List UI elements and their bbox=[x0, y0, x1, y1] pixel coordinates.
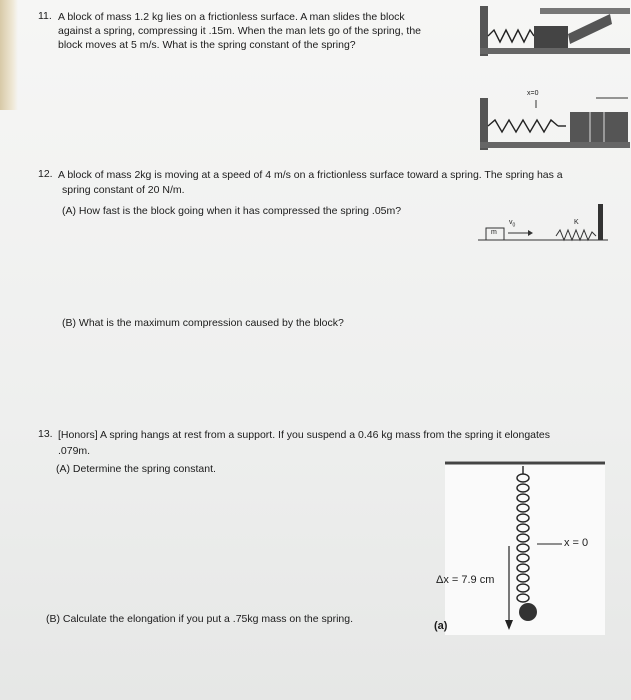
equilibrium-label: x = 0 bbox=[564, 537, 589, 549]
problem-12-line-1: A block of mass 2kg is moving at a speed of 4 m/s on a frictionless surface toward a spring. The spring has a bbox=[58, 169, 563, 181]
velocity-symbol: v bbox=[509, 219, 513, 226]
spring-compressed-figure bbox=[480, 6, 630, 56]
problem-11-number: 11. bbox=[38, 10, 52, 22]
block-spring-figure bbox=[478, 204, 608, 240]
problem-12-part-b: (B) What is the maximum compression caused by the block? bbox=[62, 317, 344, 329]
spring-released-figure bbox=[480, 98, 630, 150]
problem-11-line-1: A block of mass 1.2 kg lies on a frictionless surface. A man slides the block bbox=[58, 11, 405, 23]
problem-13-line-2: .079m. bbox=[58, 445, 91, 457]
velocity-subscript: 0 bbox=[512, 222, 516, 229]
panel-label: (a) bbox=[434, 620, 448, 632]
problem-12-part-a: (A) How fast is the block going when it has compressed the spring .05m? bbox=[62, 205, 402, 217]
problem-11-line-3: block moves at 5 m/s. What is the spring constant of the spring? bbox=[58, 39, 356, 51]
problem-13-line-1: [Honors] A spring hangs at rest from a support. If you suspend a 0.46 kg mass from the spring it elongates bbox=[58, 429, 551, 441]
problem-13-part-a: (A) Determine the spring constant. bbox=[56, 463, 216, 475]
problem-11-line-2: against a spring, compressing it .15m. When the man lets go of the spring, the bbox=[58, 25, 422, 37]
problem-13-part-b: (B) Calculate the elongation if you put a .75kg mass on the spring. bbox=[46, 613, 354, 625]
elongation-label: Δx = 7.9 cm bbox=[436, 574, 495, 586]
velocity-label bbox=[509, 219, 515, 228]
problem-13-number: 13. bbox=[38, 428, 53, 440]
block-label: m bbox=[491, 229, 497, 236]
problem-12-line-2: spring constant of 20 N/m. bbox=[62, 184, 185, 196]
spring-constant-label: K bbox=[574, 219, 579, 226]
x-zero-label: x=0 bbox=[527, 90, 539, 97]
problem-12-number: 12. bbox=[38, 168, 53, 180]
